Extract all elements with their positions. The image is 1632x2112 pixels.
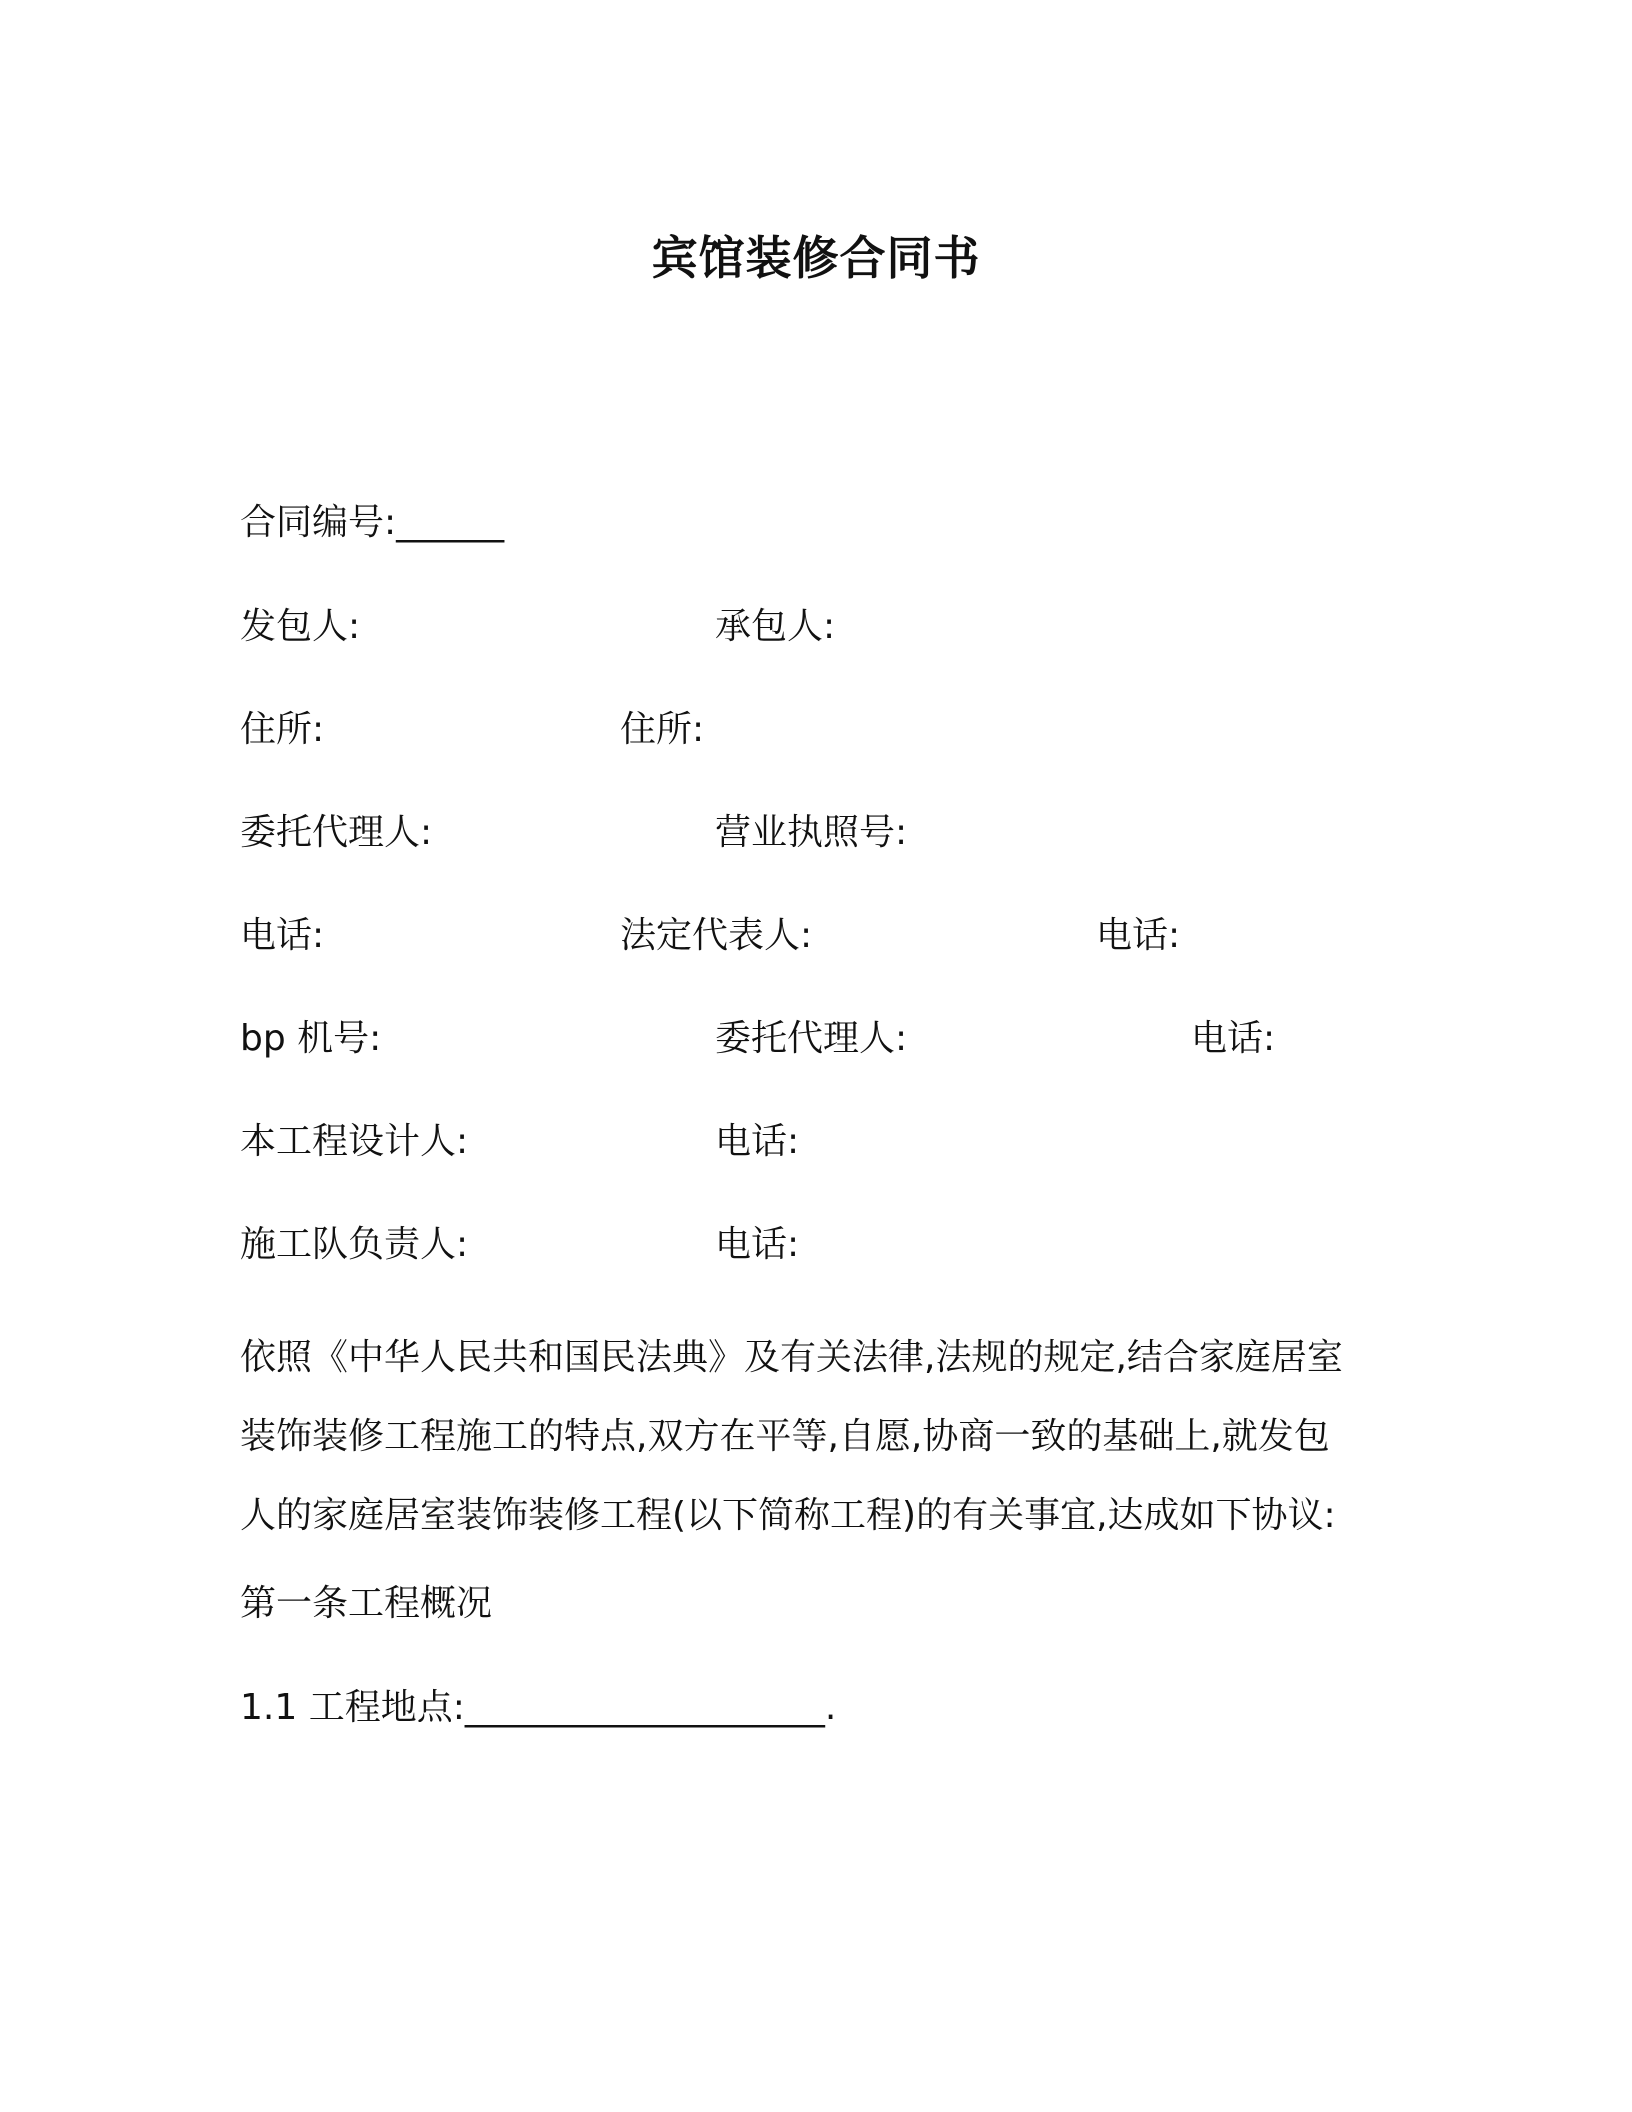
item-1-1: 1.1 工程地点:____________________. (240, 1687, 837, 1728)
contractor-label: 承包人: (715, 606, 836, 647)
employer-label: 发包人: (240, 606, 361, 647)
address-label-a: 住所: (240, 709, 325, 750)
document-title: 宾馆装修合同书 (651, 231, 981, 285)
bp-number-label: bp 机号: (240, 1018, 382, 1059)
agent-label-a: 委托代理人: (240, 812, 433, 853)
intro-line: 依照《中华人民共和国民法典》及有关法律,法规的规定,结合家庭居室 (240, 1337, 1343, 1378)
phone-label-d: 电话: (715, 1121, 800, 1162)
section-heading: 第一条工程概况 (240, 1583, 493, 1624)
license-number-label: 营业执照号: (715, 812, 908, 853)
contract-number: 合同编号:______ (240, 502, 505, 543)
intro-line: 人的家庭居室装饰装修工程(以下简称工程)的有关事宜,达成如下协议: (240, 1495, 1336, 1536)
intro-line: 装饰装修工程施工的特点,双方在平等,自愿,协商一致的基础上,就发包 (240, 1416, 1330, 1457)
intro-paragraph (240, 1318, 1400, 1555)
legal-representative-label: 法定代表人: (620, 915, 813, 956)
phone-label-e: 电话: (715, 1224, 800, 1265)
designer-label: 本工程设计人: (240, 1121, 469, 1162)
phone-label-c: 电话: (1191, 1018, 1276, 1059)
agent-label-b: 委托代理人: (715, 1018, 908, 1059)
phone-label-a: 电话: (240, 915, 325, 956)
address-label-b: 住所: (620, 709, 705, 750)
team-leader-label: 施工队负责人: (240, 1224, 469, 1265)
phone-label-b: 电话: (1096, 915, 1181, 956)
